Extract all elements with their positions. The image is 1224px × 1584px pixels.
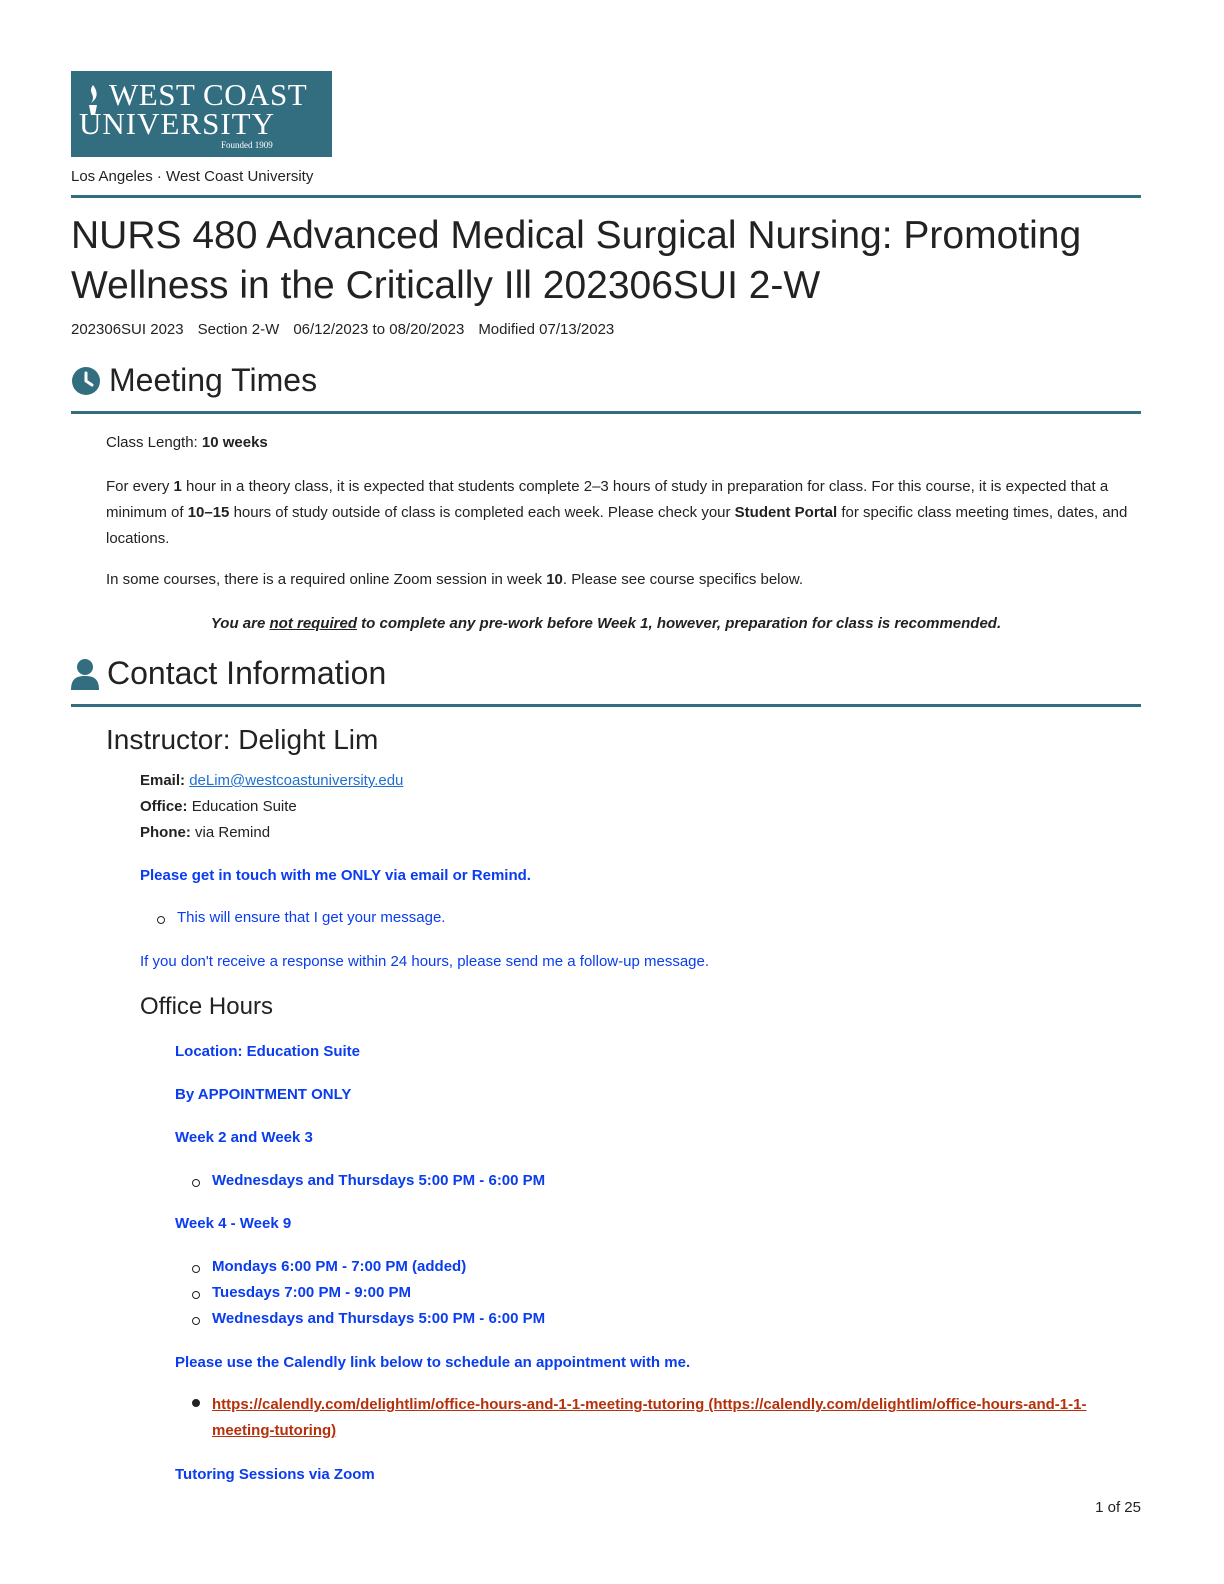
campus-label: Los Angeles · West Coast University	[71, 168, 314, 185]
logo-line-2: UNIVERSITY	[79, 106, 275, 141]
office-row: Office: Education Suite	[140, 798, 297, 815]
zoom-note: In some courses, there is a required online Zoom session in week 10. Please see course specifics below.	[106, 571, 804, 588]
meta-section: Section 2-W	[197, 321, 280, 338]
list-item	[157, 909, 445, 926]
meeting-divider	[71, 411, 1141, 414]
week-2-3-label: Week 2 and Week 3	[175, 1129, 313, 1146]
page-title: NURS 480 Advanced Medical Surgical Nursing: Promoting Wellness in the Critically Ill 202306SUI 2-W	[71, 214, 1082, 307]
week-4-9-label: Week 4 - Week 9	[175, 1215, 292, 1232]
meeting-times-heading	[71, 362, 317, 399]
office-location: Location: Education Suite	[175, 1043, 361, 1060]
university-logo	[71, 71, 332, 157]
contact-policy: Please get in touch with me ONLY via email or Remind.	[140, 867, 531, 884]
list-item: Wednesdays and Thursdays 5:00 PM - 6:00 PM	[192, 1172, 545, 1189]
syllabus-page	[71, 71, 1141, 1483]
logo-line-1: WEST COAST	[109, 77, 308, 112]
bullet-icon	[192, 1291, 200, 1299]
bullet-icon	[192, 1265, 200, 1273]
phone-row: Phone: via Remind	[140, 824, 271, 841]
list-item: Wednesdays and Thursdays 5:00 PM - 6:00 PM	[192, 1310, 545, 1327]
instructor-name: Instructor: Delight Lim	[106, 724, 379, 755]
contact-title: Contact Information	[107, 655, 387, 691]
appointment-note: By APPOINTMENT ONLY	[175, 1086, 352, 1103]
calendly-note: Please use the Calendly link below to schedule an appointment with me.	[175, 1354, 691, 1371]
logo-founded: Founded 1909	[221, 140, 273, 150]
calendly-link[interactable]: https://calendly.com/delightlim/office-hours-and-1-1-meeting-tutoring (https://calendly.com/delightlim/office-hours-and-1-1-meeting-tutoring)	[212, 1396, 1087, 1439]
prework-note: You are not required to complete any pre-work before Week 1, however, preparation for class is recommended.	[210, 615, 1002, 632]
contact-details	[140, 768, 403, 846]
header-divider	[71, 195, 1141, 198]
clock-icon	[71, 366, 101, 396]
meeting-times-title: Meeting Times	[109, 362, 318, 398]
contact-heading	[71, 655, 386, 692]
page-number: 1 of 25	[1095, 1499, 1141, 1516]
meta-modified: Modified 07/13/2023	[478, 321, 615, 338]
bullet-icon	[192, 1399, 200, 1407]
meta-dates: 06/12/2023 to 08/20/2023	[293, 321, 465, 338]
email-link[interactable]: deLim@westcoastuniversity.edu	[189, 772, 404, 789]
email-row: Email: deLim@westcoastuniversity.edu	[140, 772, 404, 789]
list-item: Tuesdays 7:00 PM - 9:00 PM	[192, 1284, 411, 1301]
class-length: Class Length: 10 weeks	[106, 434, 268, 451]
user-icon	[71, 658, 99, 690]
bullet-icon	[192, 1179, 200, 1187]
course-meta	[71, 321, 614, 338]
study-expectation: For every 1 hour in a theory class, it is expected that students complete 2–3 hours of study in preparation for class. For this course, it is expected that a minimum of 10–15 hours of study outside of class is completed each week. Please check your Student Portal for specific class meeting times, dates, and locations.	[106, 478, 1128, 547]
office-hours-title: Office Hours	[140, 993, 273, 1020]
bullet-icon	[192, 1317, 200, 1325]
ensure-text: This will ensure that I get your message.	[177, 909, 446, 926]
contact-divider	[71, 704, 1141, 707]
tutoring-label: Tutoring Sessions via Zoom	[175, 1466, 375, 1483]
list-item	[192, 1392, 1132, 1444]
bullet-icon	[157, 916, 165, 924]
meta-term: 202306SUI 2023	[71, 321, 184, 338]
followup-text: If you don't receive a response within 24 hours, please send me a follow-up message.	[140, 953, 710, 970]
list-item: Mondays 6:00 PM - 7:00 PM (added)	[192, 1258, 466, 1275]
